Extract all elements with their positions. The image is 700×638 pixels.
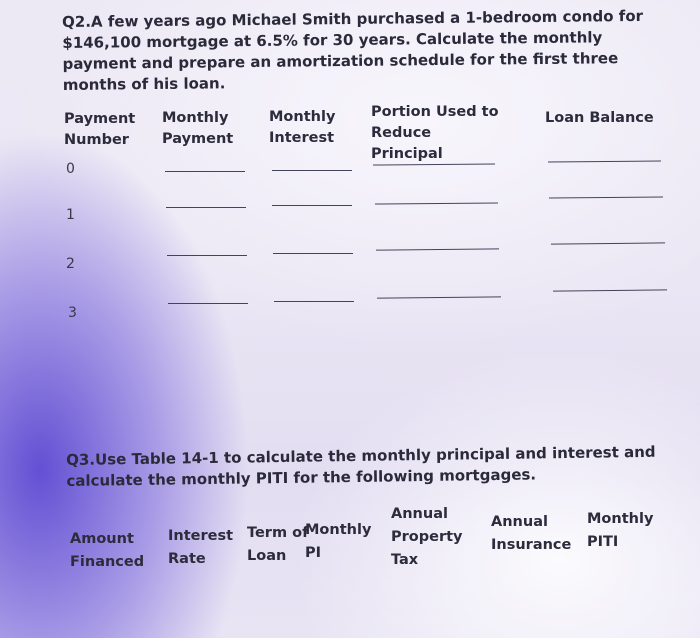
answer-blank[interactable] xyxy=(272,170,352,171)
answer-blank[interactable] xyxy=(373,163,495,165)
row-number-1: 1 xyxy=(66,207,75,223)
header-annual-property-tax: Annual Property Tax xyxy=(391,506,463,568)
header-annual-insurance: Annual Insurance xyxy=(491,514,572,553)
answer-blank[interactable] xyxy=(553,289,667,291)
answer-blank[interactable] xyxy=(166,207,246,208)
answer-blank[interactable] xyxy=(273,253,353,254)
header-monthly-piti: Monthly PITI xyxy=(587,511,654,550)
row-number-2: 2 xyxy=(66,256,75,272)
header-amount-financed: Amount Financed xyxy=(70,531,145,570)
answer-blank[interactable] xyxy=(376,248,499,250)
answer-blank[interactable] xyxy=(551,242,665,244)
question-2-text: Q2.A few years ago Michael Smith purchased a 1-bedroom condo for $146,100 mortgage at 6.5% for 30 years. Calculate the monthly payment and prepare an amortization schedule for the first three months of his loan. xyxy=(62,6,644,94)
answer-blank[interactable] xyxy=(165,171,245,172)
header-interest-rate: Interest Rate xyxy=(168,528,234,567)
row-number-3: 3 xyxy=(68,305,77,321)
header-monthly-pi: Monthly PI xyxy=(305,522,372,561)
answer-blank[interactable] xyxy=(274,301,354,302)
answer-blank[interactable] xyxy=(167,255,247,256)
answer-blank[interactable] xyxy=(168,303,248,304)
header-payment-number: Payment Number xyxy=(64,111,136,148)
answer-blank[interactable] xyxy=(272,205,352,206)
row-number-0: 0 xyxy=(66,161,75,177)
header-loan-balance: Loan Balance xyxy=(545,110,654,126)
header-monthly-payment: Monthly Payment xyxy=(162,110,234,147)
answer-blank[interactable] xyxy=(548,161,661,163)
header-portion-principal: Portion Used to Reduce Principal xyxy=(371,104,499,162)
header-monthly-interest: Monthly Interest xyxy=(269,109,336,146)
header-term-of-loan: Term of Loan xyxy=(247,525,309,564)
answer-blank[interactable] xyxy=(375,202,498,204)
answer-blank[interactable] xyxy=(377,296,501,298)
question-3-text: Q3.Use Table 14-1 to calculate the monthly principal and interest and calculate the monthly PITI for the following mortgages. xyxy=(66,442,656,490)
answer-blank[interactable] xyxy=(549,197,663,199)
